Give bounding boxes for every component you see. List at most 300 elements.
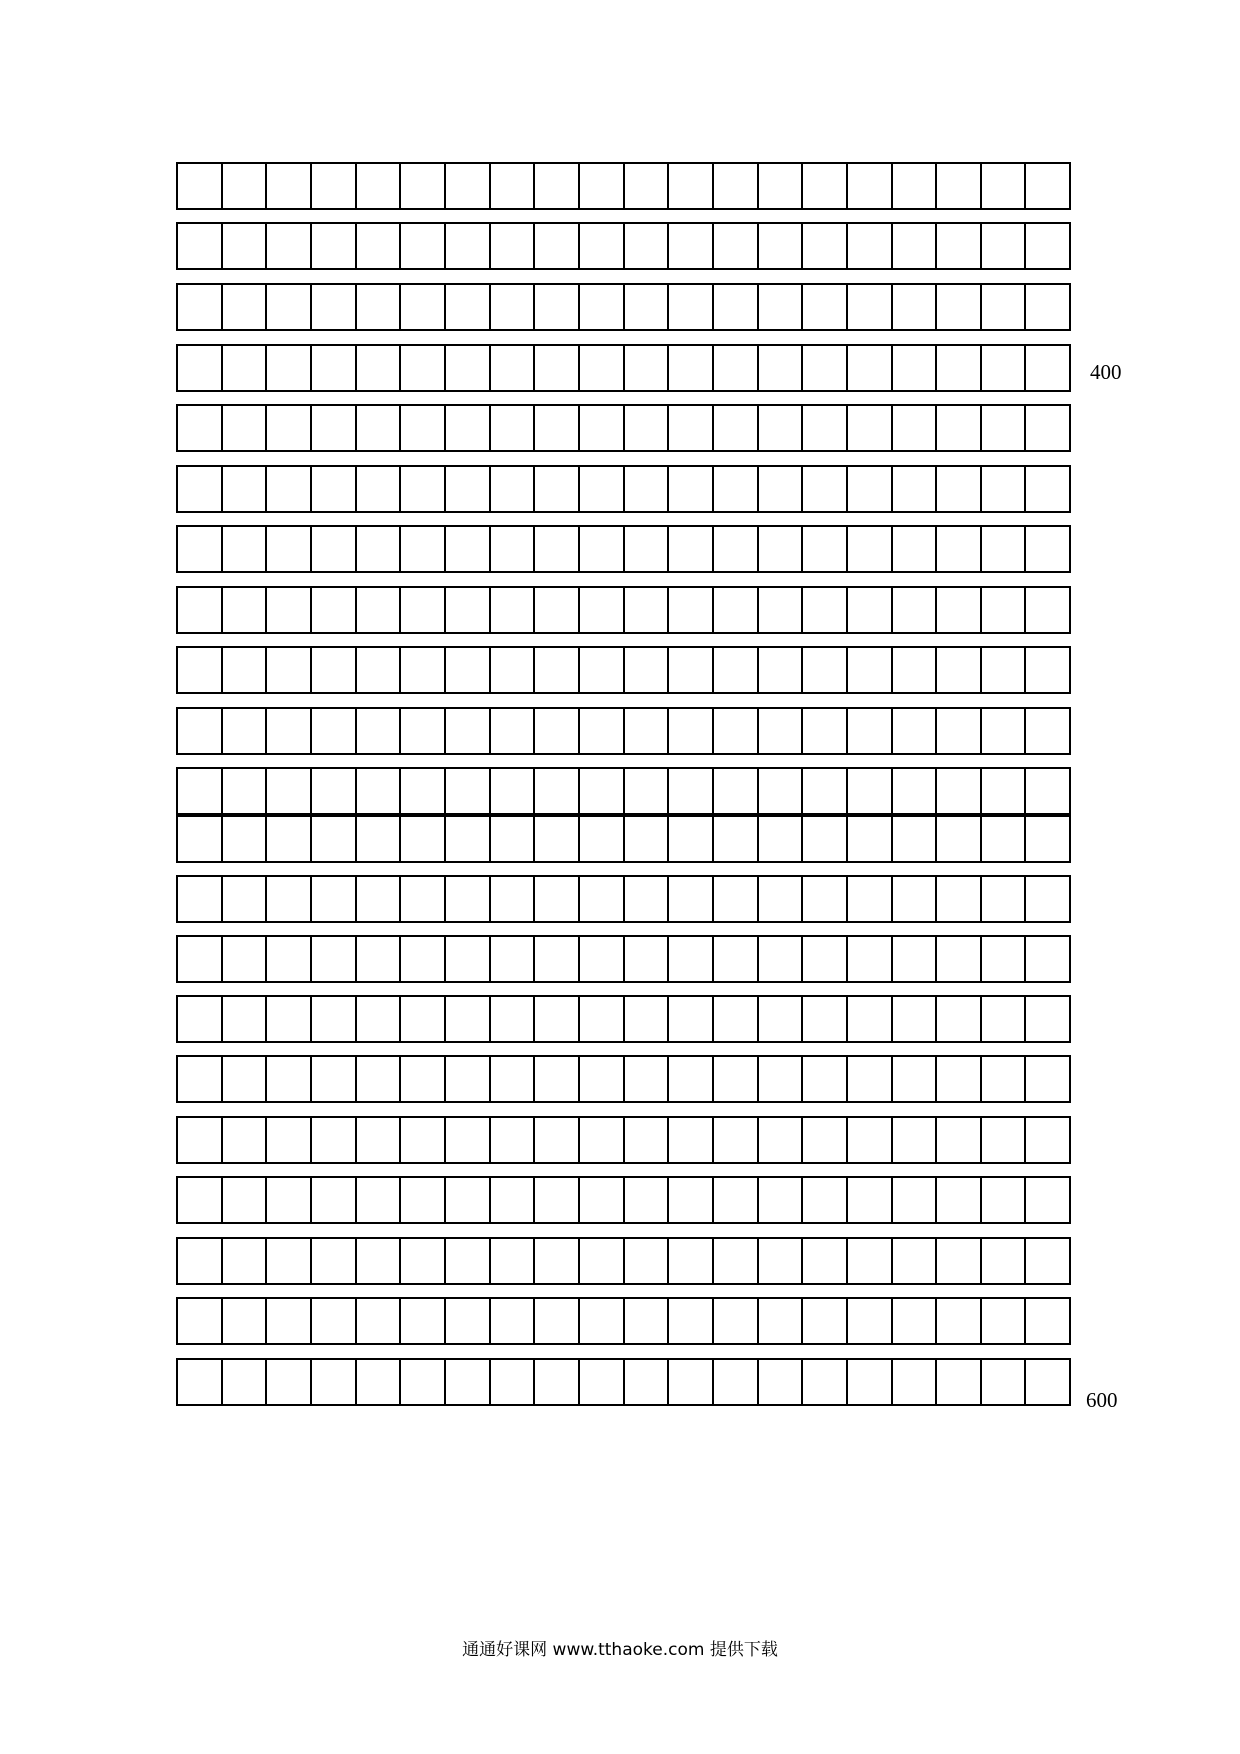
grid-cell[interactable] xyxy=(267,164,312,208)
grid-cell[interactable] xyxy=(937,1299,982,1343)
grid-cell[interactable] xyxy=(669,817,714,861)
grid-cell[interactable] xyxy=(759,1360,804,1404)
grid-cell[interactable] xyxy=(625,588,670,632)
grid-cell[interactable] xyxy=(312,709,357,753)
grid-cell[interactable] xyxy=(625,1118,670,1162)
grid-cell[interactable] xyxy=(714,164,759,208)
grid-cell[interactable] xyxy=(491,769,536,813)
grid-cell[interactable] xyxy=(893,877,938,921)
grid-cell[interactable] xyxy=(1026,709,1069,753)
grid-cell[interactable] xyxy=(312,817,357,861)
grid-cell[interactable] xyxy=(312,285,357,329)
grid-cell[interactable] xyxy=(982,1057,1027,1101)
grid-cell[interactable] xyxy=(893,406,938,450)
grid-cell[interactable] xyxy=(982,406,1027,450)
grid-cell[interactable] xyxy=(982,648,1027,692)
grid-cell[interactable] xyxy=(535,164,580,208)
grid-cell[interactable] xyxy=(714,467,759,511)
grid-cell[interactable] xyxy=(312,467,357,511)
grid-cell[interactable] xyxy=(312,877,357,921)
grid-cell[interactable] xyxy=(357,1360,402,1404)
grid-cell[interactable] xyxy=(893,164,938,208)
grid-cell[interactable] xyxy=(357,769,402,813)
grid-cell[interactable] xyxy=(580,1360,625,1404)
grid-cell[interactable] xyxy=(982,1118,1027,1162)
grid-cell[interactable] xyxy=(267,1299,312,1343)
grid-cell[interactable] xyxy=(982,709,1027,753)
grid-cell[interactable] xyxy=(893,467,938,511)
grid-cell[interactable] xyxy=(446,285,491,329)
grid-cell[interactable] xyxy=(803,588,848,632)
grid-cell[interactable] xyxy=(267,467,312,511)
grid-cell[interactable] xyxy=(669,1299,714,1343)
grid-cell[interactable] xyxy=(669,709,714,753)
grid-cell[interactable] xyxy=(491,588,536,632)
grid-cell[interactable] xyxy=(893,285,938,329)
grid-cell[interactable] xyxy=(669,1360,714,1404)
grid-cell[interactable] xyxy=(803,1118,848,1162)
grid-cell[interactable] xyxy=(535,1118,580,1162)
grid-cell[interactable] xyxy=(803,1299,848,1343)
grid-cell[interactable] xyxy=(1026,937,1069,981)
grid-cell[interactable] xyxy=(1026,527,1069,571)
grid-cell[interactable] xyxy=(803,817,848,861)
grid-cell[interactable] xyxy=(357,527,402,571)
grid-cell[interactable] xyxy=(669,1118,714,1162)
grid-cell[interactable] xyxy=(848,937,893,981)
grid-cell[interactable] xyxy=(357,877,402,921)
grid-cell[interactable] xyxy=(1026,997,1069,1041)
grid-cell[interactable] xyxy=(535,406,580,450)
grid-cell[interactable] xyxy=(178,648,223,692)
grid-cell[interactable] xyxy=(803,877,848,921)
grid-cell[interactable] xyxy=(714,937,759,981)
grid-cell[interactable] xyxy=(535,1057,580,1101)
grid-cell[interactable] xyxy=(178,224,223,268)
grid-cell[interactable] xyxy=(401,817,446,861)
grid-cell[interactable] xyxy=(401,224,446,268)
grid-cell[interactable] xyxy=(759,1178,804,1222)
grid-cell[interactable] xyxy=(848,1299,893,1343)
grid-cell[interactable] xyxy=(893,527,938,571)
grid-cell[interactable] xyxy=(446,224,491,268)
grid-cell[interactable] xyxy=(982,164,1027,208)
grid-cell[interactable] xyxy=(848,1118,893,1162)
grid-cell[interactable] xyxy=(893,1178,938,1222)
grid-cell[interactable] xyxy=(759,588,804,632)
grid-cell[interactable] xyxy=(580,817,625,861)
grid-cell[interactable] xyxy=(535,224,580,268)
grid-cell[interactable] xyxy=(580,406,625,450)
grid-cell[interactable] xyxy=(759,285,804,329)
grid-cell[interactable] xyxy=(312,1178,357,1222)
grid-cell[interactable] xyxy=(312,1118,357,1162)
grid-cell[interactable] xyxy=(759,937,804,981)
grid-cell[interactable] xyxy=(803,1360,848,1404)
grid-cell[interactable] xyxy=(714,1360,759,1404)
grid-cell[interactable] xyxy=(446,648,491,692)
grid-cell[interactable] xyxy=(223,224,268,268)
grid-cell[interactable] xyxy=(625,224,670,268)
grid-cell[interactable] xyxy=(625,1239,670,1283)
grid-cell[interactable] xyxy=(312,164,357,208)
grid-cell[interactable] xyxy=(848,1178,893,1222)
grid-cell[interactable] xyxy=(625,467,670,511)
grid-cell[interactable] xyxy=(848,588,893,632)
grid-cell[interactable] xyxy=(178,406,223,450)
grid-cell[interactable] xyxy=(982,467,1027,511)
grid-cell[interactable] xyxy=(312,224,357,268)
grid-cell[interactable] xyxy=(803,997,848,1041)
grid-cell[interactable] xyxy=(580,1118,625,1162)
grid-cell[interactable] xyxy=(357,588,402,632)
grid-cell[interactable] xyxy=(803,1239,848,1283)
grid-cell[interactable] xyxy=(446,1057,491,1101)
grid-cell[interactable] xyxy=(759,877,804,921)
grid-cell[interactable] xyxy=(580,164,625,208)
grid-cell[interactable] xyxy=(357,164,402,208)
grid-cell[interactable] xyxy=(401,997,446,1041)
grid-cell[interactable] xyxy=(267,709,312,753)
grid-cell[interactable] xyxy=(223,467,268,511)
grid-cell[interactable] xyxy=(178,467,223,511)
grid-cell[interactable] xyxy=(669,588,714,632)
grid-cell[interactable] xyxy=(535,588,580,632)
grid-cell[interactable] xyxy=(178,1118,223,1162)
grid-cell[interactable] xyxy=(937,997,982,1041)
grid-cell[interactable] xyxy=(937,224,982,268)
grid-cell[interactable] xyxy=(267,285,312,329)
grid-cell[interactable] xyxy=(982,769,1027,813)
grid-cell[interactable] xyxy=(937,1057,982,1101)
grid-cell[interactable] xyxy=(401,467,446,511)
grid-cell[interactable] xyxy=(714,527,759,571)
grid-cell[interactable] xyxy=(223,709,268,753)
grid-cell[interactable] xyxy=(223,877,268,921)
grid-cell[interactable] xyxy=(759,224,804,268)
grid-cell[interactable] xyxy=(223,588,268,632)
grid-cell[interactable] xyxy=(178,997,223,1041)
grid-cell[interactable] xyxy=(803,346,848,390)
grid-cell[interactable] xyxy=(893,769,938,813)
grid-cell[interactable] xyxy=(893,1118,938,1162)
grid-cell[interactable] xyxy=(1026,285,1069,329)
grid-cell[interactable] xyxy=(803,285,848,329)
grid-cell[interactable] xyxy=(848,1057,893,1101)
grid-cell[interactable] xyxy=(178,877,223,921)
grid-cell[interactable] xyxy=(223,285,268,329)
grid-cell[interactable] xyxy=(937,1360,982,1404)
grid-cell[interactable] xyxy=(669,1178,714,1222)
grid-cell[interactable] xyxy=(178,709,223,753)
grid-cell[interactable] xyxy=(401,1118,446,1162)
grid-cell[interactable] xyxy=(714,406,759,450)
grid-cell[interactable] xyxy=(267,527,312,571)
grid-cell[interactable] xyxy=(535,467,580,511)
grid-cell[interactable] xyxy=(1026,224,1069,268)
grid-cell[interactable] xyxy=(178,937,223,981)
grid-cell[interactable] xyxy=(312,346,357,390)
grid-cell[interactable] xyxy=(714,817,759,861)
grid-cell[interactable] xyxy=(803,406,848,450)
grid-cell[interactable] xyxy=(669,1239,714,1283)
grid-cell[interactable] xyxy=(446,527,491,571)
grid-cell[interactable] xyxy=(937,588,982,632)
grid-cell[interactable] xyxy=(491,1057,536,1101)
grid-cell[interactable] xyxy=(267,997,312,1041)
grid-cell[interactable] xyxy=(312,1057,357,1101)
grid-cell[interactable] xyxy=(223,346,268,390)
grid-cell[interactable] xyxy=(491,997,536,1041)
grid-cell[interactable] xyxy=(446,588,491,632)
grid-cell[interactable] xyxy=(848,769,893,813)
grid-cell[interactable] xyxy=(401,285,446,329)
grid-cell[interactable] xyxy=(759,467,804,511)
grid-cell[interactable] xyxy=(357,937,402,981)
grid-cell[interactable] xyxy=(357,224,402,268)
grid-cell[interactable] xyxy=(401,527,446,571)
grid-cell[interactable] xyxy=(535,817,580,861)
grid-cell[interactable] xyxy=(401,588,446,632)
grid-cell[interactable] xyxy=(893,937,938,981)
grid-cell[interactable] xyxy=(1026,1178,1069,1222)
grid-cell[interactable] xyxy=(1026,877,1069,921)
grid-cell[interactable] xyxy=(491,817,536,861)
grid-cell[interactable] xyxy=(848,997,893,1041)
grid-cell[interactable] xyxy=(625,937,670,981)
grid-cell[interactable] xyxy=(625,877,670,921)
grid-cell[interactable] xyxy=(491,285,536,329)
grid-cell[interactable] xyxy=(714,1239,759,1283)
grid-cell[interactable] xyxy=(401,1057,446,1101)
grid-cell[interactable] xyxy=(446,1239,491,1283)
grid-cell[interactable] xyxy=(759,817,804,861)
grid-cell[interactable] xyxy=(446,1360,491,1404)
grid-cell[interactable] xyxy=(401,1299,446,1343)
grid-cell[interactable] xyxy=(893,648,938,692)
grid-cell[interactable] xyxy=(893,709,938,753)
grid-cell[interactable] xyxy=(535,997,580,1041)
grid-cell[interactable] xyxy=(1026,648,1069,692)
grid-cell[interactable] xyxy=(401,937,446,981)
grid-cell[interactable] xyxy=(937,877,982,921)
grid-cell[interactable] xyxy=(580,1178,625,1222)
grid-cell[interactable] xyxy=(625,1057,670,1101)
grid-cell[interactable] xyxy=(446,769,491,813)
grid-cell[interactable] xyxy=(267,406,312,450)
grid-cell[interactable] xyxy=(491,224,536,268)
grid-cell[interactable] xyxy=(848,877,893,921)
grid-cell[interactable] xyxy=(982,997,1027,1041)
grid-cell[interactable] xyxy=(714,769,759,813)
grid-cell[interactable] xyxy=(178,588,223,632)
grid-cell[interactable] xyxy=(535,1299,580,1343)
grid-cell[interactable] xyxy=(312,997,357,1041)
grid-cell[interactable] xyxy=(714,1057,759,1101)
grid-cell[interactable] xyxy=(714,1118,759,1162)
grid-cell[interactable] xyxy=(982,1178,1027,1222)
grid-cell[interactable] xyxy=(357,709,402,753)
grid-cell[interactable] xyxy=(714,588,759,632)
grid-cell[interactable] xyxy=(937,346,982,390)
grid-cell[interactable] xyxy=(491,346,536,390)
grid-cell[interactable] xyxy=(893,346,938,390)
grid-cell[interactable] xyxy=(312,406,357,450)
grid-cell[interactable] xyxy=(625,817,670,861)
grid-cell[interactable] xyxy=(714,648,759,692)
grid-cell[interactable] xyxy=(491,937,536,981)
grid-cell[interactable] xyxy=(357,1178,402,1222)
grid-cell[interactable] xyxy=(937,648,982,692)
grid-cell[interactable] xyxy=(625,285,670,329)
grid-cell[interactable] xyxy=(267,817,312,861)
grid-cell[interactable] xyxy=(535,937,580,981)
grid-cell[interactable] xyxy=(759,406,804,450)
grid-cell[interactable] xyxy=(580,769,625,813)
grid-cell[interactable] xyxy=(625,406,670,450)
grid-cell[interactable] xyxy=(625,709,670,753)
grid-cell[interactable] xyxy=(312,1299,357,1343)
grid-cell[interactable] xyxy=(580,877,625,921)
grid-cell[interactable] xyxy=(446,997,491,1041)
grid-cell[interactable] xyxy=(669,648,714,692)
grid-cell[interactable] xyxy=(491,1118,536,1162)
grid-cell[interactable] xyxy=(1026,1239,1069,1283)
grid-cell[interactable] xyxy=(223,997,268,1041)
grid-cell[interactable] xyxy=(1026,467,1069,511)
grid-cell[interactable] xyxy=(178,285,223,329)
grid-cell[interactable] xyxy=(312,527,357,571)
grid-cell[interactable] xyxy=(848,346,893,390)
grid-cell[interactable] xyxy=(714,285,759,329)
grid-cell[interactable] xyxy=(267,1057,312,1101)
grid-cell[interactable] xyxy=(267,877,312,921)
grid-cell[interactable] xyxy=(982,817,1027,861)
grid-cell[interactable] xyxy=(267,1360,312,1404)
grid-cell[interactable] xyxy=(982,285,1027,329)
grid-cell[interactable] xyxy=(535,709,580,753)
grid-cell[interactable] xyxy=(223,1239,268,1283)
grid-cell[interactable] xyxy=(267,937,312,981)
grid-cell[interactable] xyxy=(580,588,625,632)
grid-cell[interactable] xyxy=(982,346,1027,390)
grid-cell[interactable] xyxy=(803,709,848,753)
grid-cell[interactable] xyxy=(759,1299,804,1343)
grid-cell[interactable] xyxy=(401,164,446,208)
grid-cell[interactable] xyxy=(625,1178,670,1222)
grid-cell[interactable] xyxy=(267,648,312,692)
grid-cell[interactable] xyxy=(223,164,268,208)
grid-cell[interactable] xyxy=(803,467,848,511)
grid-cell[interactable] xyxy=(937,769,982,813)
grid-cell[interactable] xyxy=(401,877,446,921)
grid-cell[interactable] xyxy=(223,406,268,450)
grid-cell[interactable] xyxy=(446,709,491,753)
grid-cell[interactable] xyxy=(401,1178,446,1222)
grid-cell[interactable] xyxy=(535,877,580,921)
grid-cell[interactable] xyxy=(669,769,714,813)
grid-cell[interactable] xyxy=(223,1299,268,1343)
grid-cell[interactable] xyxy=(893,1239,938,1283)
grid-cell[interactable] xyxy=(982,877,1027,921)
grid-cell[interactable] xyxy=(223,1360,268,1404)
grid-cell[interactable] xyxy=(893,1299,938,1343)
grid-cell[interactable] xyxy=(446,1118,491,1162)
grid-cell[interactable] xyxy=(1026,406,1069,450)
grid-cell[interactable] xyxy=(937,164,982,208)
grid-cell[interactable] xyxy=(580,467,625,511)
grid-cell[interactable] xyxy=(848,527,893,571)
grid-cell[interactable] xyxy=(357,648,402,692)
grid-cell[interactable] xyxy=(937,817,982,861)
grid-cell[interactable] xyxy=(580,1299,625,1343)
grid-cell[interactable] xyxy=(178,769,223,813)
grid-cell[interactable] xyxy=(446,1299,491,1343)
grid-cell[interactable] xyxy=(580,1239,625,1283)
grid-cell[interactable] xyxy=(625,1360,670,1404)
grid-cell[interactable] xyxy=(759,997,804,1041)
grid-cell[interactable] xyxy=(893,817,938,861)
grid-cell[interactable] xyxy=(669,527,714,571)
grid-cell[interactable] xyxy=(357,285,402,329)
grid-cell[interactable] xyxy=(848,285,893,329)
grid-cell[interactable] xyxy=(848,224,893,268)
grid-cell[interactable] xyxy=(491,527,536,571)
grid-cell[interactable] xyxy=(312,1239,357,1283)
grid-cell[interactable] xyxy=(446,877,491,921)
grid-cell[interactable] xyxy=(937,937,982,981)
grid-cell[interactable] xyxy=(580,648,625,692)
grid-cell[interactable] xyxy=(223,769,268,813)
grid-cell[interactable] xyxy=(401,769,446,813)
grid-cell[interactable] xyxy=(848,648,893,692)
grid-cell[interactable] xyxy=(669,937,714,981)
grid-cell[interactable] xyxy=(669,406,714,450)
grid-cell[interactable] xyxy=(357,1118,402,1162)
grid-cell[interactable] xyxy=(893,224,938,268)
grid-cell[interactable] xyxy=(893,1360,938,1404)
grid-cell[interactable] xyxy=(937,1239,982,1283)
grid-cell[interactable] xyxy=(312,769,357,813)
grid-cell[interactable] xyxy=(803,769,848,813)
grid-cell[interactable] xyxy=(625,997,670,1041)
grid-cell[interactable] xyxy=(848,1239,893,1283)
grid-cell[interactable] xyxy=(357,467,402,511)
grid-cell[interactable] xyxy=(759,1118,804,1162)
grid-cell[interactable] xyxy=(1026,769,1069,813)
grid-cell[interactable] xyxy=(178,1299,223,1343)
grid-cell[interactable] xyxy=(848,817,893,861)
grid-cell[interactable] xyxy=(223,1057,268,1101)
grid-cell[interactable] xyxy=(178,1239,223,1283)
grid-cell[interactable] xyxy=(759,769,804,813)
grid-cell[interactable] xyxy=(580,224,625,268)
grid-cell[interactable] xyxy=(1026,1299,1069,1343)
grid-cell[interactable] xyxy=(759,346,804,390)
grid-cell[interactable] xyxy=(491,648,536,692)
grid-cell[interactable] xyxy=(937,527,982,571)
grid-cell[interactable] xyxy=(759,164,804,208)
grid-cell[interactable] xyxy=(1026,1118,1069,1162)
grid-cell[interactable] xyxy=(535,346,580,390)
grid-cell[interactable] xyxy=(625,346,670,390)
grid-cell[interactable] xyxy=(759,527,804,571)
grid-cell[interactable] xyxy=(1026,1360,1069,1404)
grid-cell[interactable] xyxy=(625,1299,670,1343)
grid-cell[interactable] xyxy=(982,937,1027,981)
grid-cell[interactable] xyxy=(1026,164,1069,208)
grid-cell[interactable] xyxy=(312,1360,357,1404)
